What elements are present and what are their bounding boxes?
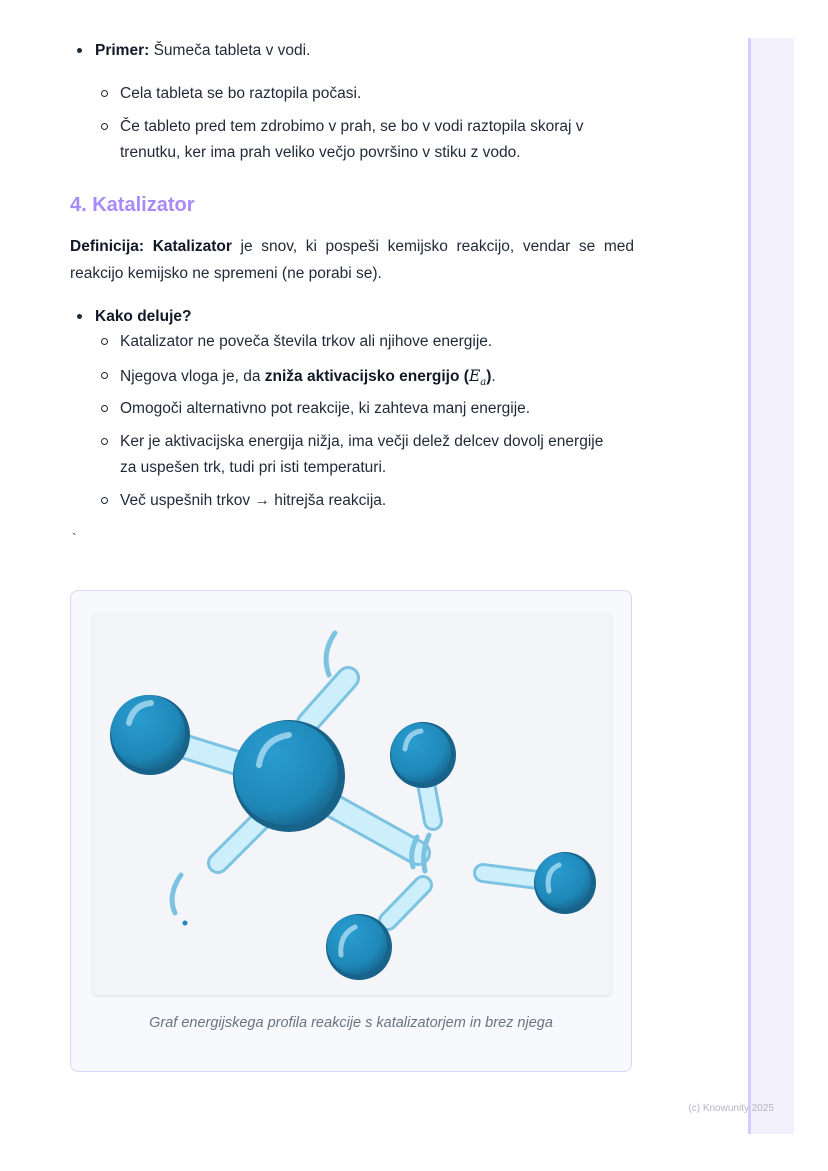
bonds bbox=[173, 678, 538, 921]
how-item bbox=[70, 304, 634, 330]
how-subitems bbox=[70, 329, 634, 355]
how-subitem-2 bbox=[70, 363, 634, 396]
how-subitem-5: Več uspešnih trkov → hitrejša reakcija. bbox=[70, 488, 634, 514]
definition-label: Definicija: Katalizator bbox=[70, 238, 232, 255]
how-subitem-1: Katalizator ne poveča števila trkov ali njihove energije. bbox=[70, 329, 634, 355]
how-subitem-4: Ker je aktivacijska energija nižja, ima večji delež delcev dovolj energije za uspešen trk, tudi pri isti temperaturi. bbox=[70, 429, 634, 481]
bond bbox=[483, 873, 538, 880]
symbol-sub: a bbox=[480, 377, 487, 389]
definition-paragraph bbox=[70, 233, 634, 287]
atoms bbox=[110, 695, 596, 980]
section-heading: 4. Katalizator bbox=[70, 194, 195, 216]
symbol-main: E bbox=[468, 367, 481, 385]
example-subitem: Cela tableta se bo raztopila počasi. bbox=[70, 81, 634, 107]
how-subitem-2-pre: Njegova vloga je, da bbox=[120, 368, 265, 385]
example-subitems-2 bbox=[70, 114, 634, 166]
bond bbox=[218, 818, 263, 863]
figure-box bbox=[70, 590, 632, 1072]
activation-energy-symbol bbox=[468, 367, 487, 389]
how-subitems-2 bbox=[70, 363, 634, 396]
atom bbox=[327, 915, 387, 975]
example-label: Primer: bbox=[95, 42, 150, 59]
bond-fragment bbox=[326, 633, 335, 675]
example-list bbox=[70, 38, 634, 64]
how-list bbox=[70, 304, 634, 330]
how-subitem-3: Omogoči alternativno pot reakcije, ki zahteva manj energije. bbox=[70, 396, 634, 422]
atom bbox=[535, 853, 591, 909]
example-text: Šumeča tableta v vodi. bbox=[149, 42, 311, 59]
definition-text: je snov, ki pospeši kemijsko reakcijo, vendar se med reakcijo kemijsko ne spremeni (ne porabi se). bbox=[70, 238, 634, 282]
dot bbox=[183, 921, 188, 926]
how-subitem-2-post: . bbox=[491, 368, 496, 385]
example-subitem: Če tableto pred tem zdrobimo v prah, se bo v vodi raztopila skoraj v trenutku, ker ima prah veliko večjo površino v stiku z vodo. bbox=[70, 114, 634, 166]
molecule-illustration bbox=[93, 613, 611, 995]
how-subitems-5 bbox=[70, 488, 634, 514]
figure-caption: Graf energijskega profila reakcije s katalizatorjem in brez njega bbox=[149, 1015, 553, 1031]
side-panel bbox=[748, 38, 794, 1134]
how-subitem-2-close: ) bbox=[486, 368, 492, 385]
how-label: Kako deluje? bbox=[95, 308, 192, 325]
molecule-svg bbox=[93, 613, 611, 995]
example-item bbox=[70, 38, 634, 64]
how-subitems-3 bbox=[70, 396, 634, 422]
copyright-footer: (c) Knowunity 2025 bbox=[688, 1103, 774, 1114]
bond bbox=[328, 803, 418, 853]
bond-fragment bbox=[172, 875, 181, 913]
how-subitem-2-bold bbox=[264, 367, 492, 389]
stray-backtick: ` bbox=[72, 530, 77, 546]
how-subitem-2-bold-text: zniža aktivacijsko energijo ( bbox=[264, 368, 469, 385]
example-subitems bbox=[70, 81, 634, 107]
how-subitems-4 bbox=[70, 429, 634, 481]
